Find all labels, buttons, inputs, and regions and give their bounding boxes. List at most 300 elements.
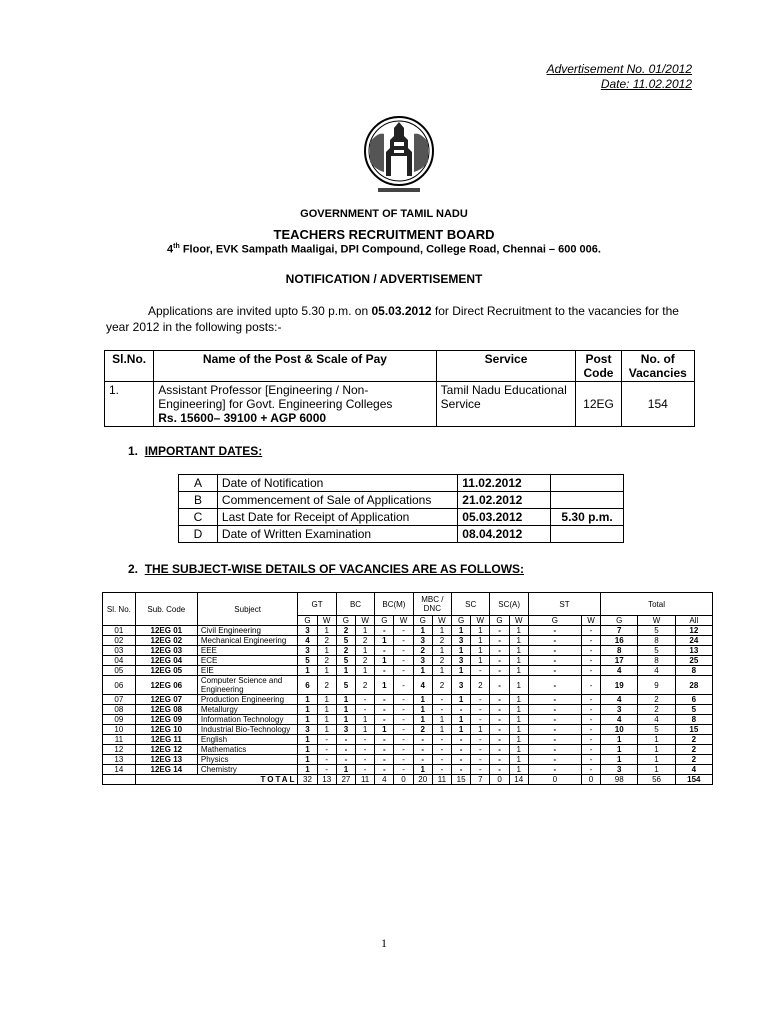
vacancy-total-value: 0 bbox=[490, 775, 509, 785]
vacancy-value: - bbox=[581, 695, 600, 705]
vacancy-value: 8 bbox=[675, 666, 712, 676]
vacancy-value: 5 bbox=[638, 626, 675, 636]
vacancy-value: 5 bbox=[638, 725, 675, 735]
vacancy-value: 1 bbox=[509, 765, 528, 775]
vacancy-value: 1 bbox=[452, 666, 471, 676]
vacancy-value: 1 bbox=[452, 695, 471, 705]
vacancy-value: - bbox=[432, 745, 451, 755]
vacancy-value: - bbox=[581, 656, 600, 666]
vacancy-value: 1 bbox=[509, 705, 528, 715]
page-number: 1 bbox=[381, 936, 387, 950]
vacancy-value: 1 bbox=[375, 656, 394, 666]
vacancy-value: - bbox=[432, 705, 451, 715]
vacancy-subheader: W bbox=[581, 616, 600, 626]
vacancy-value: 3 bbox=[452, 656, 471, 666]
vacancy-value: - bbox=[394, 755, 413, 765]
vacancy-value: - bbox=[375, 735, 394, 745]
vacancy-code: 12EG 06 bbox=[135, 676, 197, 695]
vacancy-value: - bbox=[432, 765, 451, 775]
vacancy-value: - bbox=[490, 735, 509, 745]
vacancy-value: 1 bbox=[356, 725, 375, 735]
vacancy-value: 1 bbox=[509, 636, 528, 646]
post-sl: 1. bbox=[105, 382, 154, 427]
vacancy-sl: 10 bbox=[103, 725, 136, 735]
vacancy-value: - bbox=[356, 735, 375, 745]
vacancy-value: 1 bbox=[638, 735, 675, 745]
vacancy-total-value: 32 bbox=[298, 775, 317, 785]
vacancy-total-row bbox=[103, 775, 713, 785]
vacancy-value: 1 bbox=[601, 745, 638, 755]
vacancy-value: 1 bbox=[298, 745, 317, 755]
vacancy-value: - bbox=[356, 755, 375, 765]
vacancy-subject: English bbox=[197, 735, 298, 745]
vacancy-value: - bbox=[581, 765, 600, 775]
vacancy-value: - bbox=[528, 666, 581, 676]
vacancy-value: - bbox=[471, 705, 490, 715]
vacancy-subheader: W bbox=[356, 616, 375, 626]
vacancy-value: 4 bbox=[601, 695, 638, 705]
vacancy-value: 4 bbox=[638, 666, 675, 676]
vacancy-value: - bbox=[394, 646, 413, 656]
vacancy-group-header: GT bbox=[298, 593, 336, 616]
vacancy-row bbox=[103, 695, 713, 705]
vacancy-subject: EEE bbox=[197, 646, 298, 656]
vacancy-code: 12EG 05 bbox=[135, 666, 197, 676]
vacancy-value: 1 bbox=[509, 715, 528, 725]
vacancy-value: - bbox=[394, 705, 413, 715]
vacancy-value: - bbox=[528, 626, 581, 636]
vacancy-value: 4 bbox=[601, 715, 638, 725]
vacancy-value: 1 bbox=[638, 755, 675, 765]
vacancy-value: 19 bbox=[601, 676, 638, 695]
vacancy-group-header: SC(A) bbox=[490, 593, 528, 616]
vacancy-code: 12EG 14 bbox=[135, 765, 197, 775]
vacancy-value: - bbox=[432, 755, 451, 765]
vacancy-value: 1 bbox=[509, 725, 528, 735]
vacancy-value: 5 bbox=[336, 636, 355, 646]
vacancy-value: - bbox=[471, 695, 490, 705]
vacancy-value: 3 bbox=[452, 636, 471, 646]
post-table-header: No. of Vacancies bbox=[621, 351, 694, 382]
vacancy-subheader: G bbox=[601, 616, 638, 626]
post-table-header: Post Code bbox=[576, 351, 621, 382]
vacancy-row bbox=[103, 666, 713, 676]
vacancy-total-value: 154 bbox=[675, 775, 712, 785]
intro-paragraph: Applications are invited upto 5.30 p.m. on 05.03.2012 for Direct Recruitment to the vacancies for the year 2012 in the following posts:- bbox=[106, 304, 679, 334]
vacancy-sl: 09 bbox=[103, 715, 136, 725]
section-important-dates-heading: 1. IMPORTANT DATES: bbox=[128, 444, 263, 458]
vacancy-subheader: W bbox=[471, 616, 490, 626]
vacancy-subject: Computer Science and Engineering bbox=[197, 676, 298, 695]
vacancy-total-value: 0 bbox=[394, 775, 413, 785]
vacancy-value: - bbox=[490, 715, 509, 725]
vacancy-value: 1 bbox=[452, 725, 471, 735]
vacancy-total-label: TOTAL bbox=[135, 775, 298, 785]
vacancy-sl: 13 bbox=[103, 755, 136, 765]
vacancy-value: 25 bbox=[675, 656, 712, 666]
vacancy-value: 5 bbox=[638, 646, 675, 656]
vacancy-value: - bbox=[413, 735, 432, 745]
vacancy-row bbox=[103, 646, 713, 656]
vacancy-value: - bbox=[452, 755, 471, 765]
board-address: 4th Floor, EVK Sampath Maaligai, DPI Compound, College Road, Chennai – 600 006. bbox=[167, 243, 601, 256]
vacancy-value: 2 bbox=[317, 656, 336, 666]
vacancy-value: - bbox=[490, 666, 509, 676]
vacancy-group-header: ST bbox=[528, 593, 600, 616]
pay-scale: Rs. 15600– 39100 + AGP 6000 bbox=[158, 411, 327, 425]
vacancy-subject: Chemistry bbox=[197, 765, 298, 775]
vacancy-row bbox=[103, 636, 713, 646]
vacancy-value: 1 bbox=[336, 715, 355, 725]
vacancy-group-header: BC(M) bbox=[375, 593, 413, 616]
vacancy-total-value: 0 bbox=[581, 775, 600, 785]
vacancy-subject: Physics bbox=[197, 755, 298, 765]
vacancy-value: - bbox=[581, 646, 600, 656]
vacancy-value: - bbox=[394, 626, 413, 636]
vacancy-value: 1 bbox=[452, 646, 471, 656]
vacancy-value: 1 bbox=[336, 695, 355, 705]
vacancy-code: 12EG 09 bbox=[135, 715, 197, 725]
vacancy-value: 8 bbox=[638, 636, 675, 646]
vacancy-value: 1 bbox=[375, 725, 394, 735]
vacancy-group-header: MBC / DNC bbox=[413, 593, 451, 616]
vacancy-value: 2 bbox=[675, 735, 712, 745]
vacancy-value: 3 bbox=[601, 765, 638, 775]
post-vacancies: 154 bbox=[621, 382, 694, 427]
vacancy-code: 12EG 11 bbox=[135, 735, 197, 745]
vacancy-value: - bbox=[394, 666, 413, 676]
vacancy-subheader: G bbox=[298, 616, 317, 626]
vacancy-value: 3 bbox=[336, 725, 355, 735]
vacancy-value: 5 bbox=[336, 676, 355, 695]
vacancy-value: - bbox=[375, 705, 394, 715]
post-table-header: Name of the Post & Scale of Pay bbox=[154, 351, 436, 382]
vacancy-value: 1 bbox=[452, 626, 471, 636]
vacancy-subheader: G bbox=[375, 616, 394, 626]
vacancy-value: - bbox=[356, 765, 375, 775]
post-code: 12EG bbox=[576, 382, 621, 427]
vacancy-total-value: 27 bbox=[336, 775, 355, 785]
vacancy-group-header: Total bbox=[601, 593, 713, 616]
vacancy-sl: 14 bbox=[103, 765, 136, 775]
vacancy-row bbox=[103, 626, 713, 636]
vacancy-value: 5 bbox=[675, 705, 712, 715]
vacancy-value: 3 bbox=[601, 705, 638, 715]
vacancy-value: 1 bbox=[317, 715, 336, 725]
vacancy-value: - bbox=[375, 765, 394, 775]
vacancy-value: - bbox=[490, 755, 509, 765]
vacancy-value: 1 bbox=[356, 715, 375, 725]
vacancy-value: 1 bbox=[298, 715, 317, 725]
vacancy-subheader: G bbox=[413, 616, 432, 626]
vacancy-value: 1 bbox=[375, 676, 394, 695]
vacancy-value: 2 bbox=[356, 676, 375, 695]
vacancy-value: 1 bbox=[509, 646, 528, 656]
vacancy-value: - bbox=[581, 745, 600, 755]
vacancy-total-value: 14 bbox=[509, 775, 528, 785]
vacancy-subheader: W bbox=[509, 616, 528, 626]
vacancy-total-blank bbox=[103, 775, 136, 785]
vacancy-row bbox=[103, 765, 713, 775]
vacancy-value: 8 bbox=[638, 656, 675, 666]
vacancy-group-header: SC bbox=[452, 593, 490, 616]
vacancy-value: 4 bbox=[601, 666, 638, 676]
vacancy-value: 1 bbox=[317, 666, 336, 676]
vacancy-code: 12EG 02 bbox=[135, 636, 197, 646]
vacancy-col-code: Sub. Code bbox=[135, 593, 197, 626]
vacancy-subheader: All bbox=[675, 616, 712, 626]
vacancy-value: 1 bbox=[413, 626, 432, 636]
vacancy-value: - bbox=[471, 755, 490, 765]
vacancy-value: 1 bbox=[601, 755, 638, 765]
vacancy-value: 1 bbox=[413, 695, 432, 705]
vacancy-value: - bbox=[394, 695, 413, 705]
vacancy-value: 2 bbox=[356, 656, 375, 666]
vacancy-value: - bbox=[528, 735, 581, 745]
vacancy-value: 1 bbox=[413, 715, 432, 725]
vacancy-value: - bbox=[581, 705, 600, 715]
vacancy-value: - bbox=[528, 755, 581, 765]
vacancy-value: 2 bbox=[675, 755, 712, 765]
vacancy-value: 4 bbox=[675, 765, 712, 775]
date-row: D Date of Written Examination 08.04.2012 bbox=[179, 526, 624, 543]
vacancy-value: 2 bbox=[317, 636, 336, 646]
vacancy-value: - bbox=[432, 695, 451, 705]
vacancy-value: 1 bbox=[413, 666, 432, 676]
vacancy-value: - bbox=[394, 725, 413, 735]
vacancy-value: - bbox=[471, 765, 490, 775]
vacancy-subheader: W bbox=[432, 616, 451, 626]
vacancy-row bbox=[103, 755, 713, 765]
vacancy-value: - bbox=[336, 755, 355, 765]
vacancy-value: 1 bbox=[356, 646, 375, 656]
vacancy-value: - bbox=[356, 695, 375, 705]
vacancy-value: - bbox=[490, 695, 509, 705]
vacancy-value: 1 bbox=[317, 695, 336, 705]
vacancy-total-value: 98 bbox=[601, 775, 638, 785]
vacancy-value: 1 bbox=[509, 695, 528, 705]
vacancy-code: 12EG 04 bbox=[135, 656, 197, 666]
vacancy-value: - bbox=[452, 745, 471, 755]
post-table bbox=[104, 350, 695, 427]
important-dates-table bbox=[178, 474, 624, 543]
post-service: Tamil Nadu Educational Service bbox=[436, 382, 576, 427]
date-row: B Commencement of Sale of Applications 21.02.2012 bbox=[179, 492, 624, 509]
vacancy-subject: Information Technology bbox=[197, 715, 298, 725]
vacancy-value: 1 bbox=[413, 705, 432, 715]
vacancy-value: - bbox=[375, 646, 394, 656]
vacancy-row bbox=[103, 715, 713, 725]
vacancy-value: - bbox=[581, 676, 600, 695]
vacancy-value: - bbox=[581, 626, 600, 636]
vacancy-value: - bbox=[317, 735, 336, 745]
vacancy-value: - bbox=[528, 705, 581, 715]
vacancy-value: - bbox=[317, 745, 336, 755]
vacancy-value: - bbox=[336, 735, 355, 745]
vacancy-value: 1 bbox=[432, 666, 451, 676]
vacancy-value: - bbox=[317, 765, 336, 775]
vacancy-sl: 07 bbox=[103, 695, 136, 705]
vacancy-value: - bbox=[375, 745, 394, 755]
vacancy-value: 1 bbox=[298, 666, 317, 676]
vacancy-value: 2 bbox=[675, 745, 712, 755]
vacancy-value: - bbox=[490, 745, 509, 755]
vacancy-sl: 06 bbox=[103, 676, 136, 695]
vacancy-value: - bbox=[528, 636, 581, 646]
vacancy-code: 12EG 13 bbox=[135, 755, 197, 765]
vacancy-value: - bbox=[394, 636, 413, 646]
vacancy-value: 1 bbox=[509, 666, 528, 676]
vacancy-value: 1 bbox=[413, 765, 432, 775]
vacancy-value: - bbox=[581, 755, 600, 765]
vacancy-value: 4 bbox=[413, 676, 432, 695]
vacancy-value: 1 bbox=[452, 715, 471, 725]
vacancy-row bbox=[103, 745, 713, 755]
vacancy-group-header: BC bbox=[336, 593, 374, 616]
vacancy-sl: 05 bbox=[103, 666, 136, 676]
post-table-header: Service bbox=[436, 351, 576, 382]
vacancy-value: 3 bbox=[452, 676, 471, 695]
date-row: A Date of Notification 11.02.2012 bbox=[179, 475, 624, 492]
vacancy-sl: 04 bbox=[103, 656, 136, 666]
vacancy-value: 2 bbox=[432, 636, 451, 646]
vacancy-value: 2 bbox=[432, 656, 451, 666]
vacancy-sl: 03 bbox=[103, 646, 136, 656]
vacancy-col-subject: Subject bbox=[197, 593, 298, 626]
vacancy-value: - bbox=[452, 765, 471, 775]
vacancy-code: 12EG 10 bbox=[135, 725, 197, 735]
vacancy-value: - bbox=[490, 656, 509, 666]
vacancy-value: 1 bbox=[509, 755, 528, 765]
vacancy-value: 5 bbox=[336, 656, 355, 666]
vacancy-code: 12EG 12 bbox=[135, 745, 197, 755]
vacancy-value: - bbox=[356, 745, 375, 755]
vacancy-subheader: G bbox=[336, 616, 355, 626]
vacancy-subject: Metallurgy bbox=[197, 705, 298, 715]
vacancy-value: - bbox=[452, 735, 471, 745]
vacancy-row bbox=[103, 705, 713, 715]
vacancy-subject: EIE bbox=[197, 666, 298, 676]
vacancy-value: - bbox=[317, 755, 336, 765]
vacancy-value: - bbox=[490, 636, 509, 646]
vacancy-value: - bbox=[581, 715, 600, 725]
vacancy-sl: 01 bbox=[103, 626, 136, 636]
vacancy-value: - bbox=[581, 725, 600, 735]
vacancy-value: 1 bbox=[471, 646, 490, 656]
vacancy-value: 1 bbox=[298, 735, 317, 745]
vacancy-value: - bbox=[490, 705, 509, 715]
vacancy-total-value: 11 bbox=[356, 775, 375, 785]
vacancy-value: 4 bbox=[638, 715, 675, 725]
vacancy-value: - bbox=[471, 745, 490, 755]
vacancy-value: 6 bbox=[675, 695, 712, 705]
vacancy-total-value: 4 bbox=[375, 775, 394, 785]
vacancy-value: 1 bbox=[638, 765, 675, 775]
vacancy-value: 4 bbox=[298, 636, 317, 646]
advertisement-date: Date: 11.02.2012 bbox=[600, 77, 692, 91]
board-title: TEACHERS RECRUITMENT BOARD bbox=[273, 227, 495, 242]
vacancy-value: 1 bbox=[432, 725, 451, 735]
vacancy-value: 2 bbox=[471, 676, 490, 695]
vacancy-value: 17 bbox=[601, 656, 638, 666]
vacancy-value: 3 bbox=[298, 646, 317, 656]
notification-title: NOTIFICATION / ADVERTISEMENT bbox=[285, 272, 483, 286]
vacancy-value: 1 bbox=[356, 666, 375, 676]
vacancy-value: 16 bbox=[601, 636, 638, 646]
vacancy-subject: Mathematics bbox=[197, 745, 298, 755]
vacancy-value: - bbox=[394, 735, 413, 745]
vacancy-value: 7 bbox=[601, 626, 638, 636]
vacancy-value: 1 bbox=[317, 725, 336, 735]
vacancy-value: - bbox=[452, 705, 471, 715]
vacancy-value: - bbox=[528, 715, 581, 725]
vacancy-value: - bbox=[581, 666, 600, 676]
vacancy-value: 9 bbox=[638, 676, 675, 695]
vacancy-value: 1 bbox=[432, 715, 451, 725]
vacancy-value: 1 bbox=[356, 626, 375, 636]
vacancy-value: 13 bbox=[675, 646, 712, 656]
vacancy-total-value: 7 bbox=[471, 775, 490, 785]
vacancy-code: 12EG 07 bbox=[135, 695, 197, 705]
government-title: GOVERNMENT OF TAMIL NADU bbox=[300, 208, 468, 220]
advertisement-header bbox=[547, 62, 692, 92]
vacancy-value: - bbox=[394, 656, 413, 666]
vacancy-value: - bbox=[394, 676, 413, 695]
vacancy-code: 12EG 08 bbox=[135, 705, 197, 715]
vacancy-value: - bbox=[394, 745, 413, 755]
vacancy-value: 2 bbox=[413, 646, 432, 656]
vacancy-subject: Industrial Bio-Technology bbox=[197, 725, 298, 735]
vacancy-value: - bbox=[581, 636, 600, 646]
vacancy-value: 1 bbox=[317, 646, 336, 656]
vacancy-value: 1 bbox=[471, 725, 490, 735]
vacancy-value: - bbox=[413, 745, 432, 755]
vacancy-sl: 11 bbox=[103, 735, 136, 745]
vacancy-value: 3 bbox=[298, 626, 317, 636]
vacancy-row bbox=[103, 656, 713, 666]
vacancy-value: - bbox=[471, 715, 490, 725]
vacancy-value: 1 bbox=[638, 745, 675, 755]
vacancy-value: - bbox=[375, 695, 394, 705]
vacancy-value: - bbox=[375, 626, 394, 636]
vacancy-col-sl: Sl. No. bbox=[103, 593, 136, 626]
vacancy-value: - bbox=[375, 715, 394, 725]
vacancy-value: 1 bbox=[509, 745, 528, 755]
vacancy-value: 24 bbox=[675, 636, 712, 646]
vacancy-subject: ECE bbox=[197, 656, 298, 666]
vacancy-value: 2 bbox=[336, 626, 355, 636]
vacancy-code: 12EG 03 bbox=[135, 646, 197, 656]
vacancy-value: - bbox=[528, 656, 581, 666]
vacancy-value: 1 bbox=[471, 636, 490, 646]
vacancy-value: 2 bbox=[356, 636, 375, 646]
vacancy-value: - bbox=[528, 725, 581, 735]
vacancy-value: 2 bbox=[432, 676, 451, 695]
vacancy-subheader: W bbox=[394, 616, 413, 626]
vacancy-value: - bbox=[394, 765, 413, 775]
section-vacancy-details-heading: 2. THE SUBJECT-WISE DETAILS OF VACANCIES ARE AS FOLLOWS: bbox=[128, 562, 525, 576]
vacancy-code: 12EG 01 bbox=[135, 626, 197, 636]
vacancy-value: - bbox=[490, 725, 509, 735]
vacancy-value: 5 bbox=[298, 656, 317, 666]
vacancy-total-value: 13 bbox=[317, 775, 336, 785]
vacancy-value: 1 bbox=[509, 676, 528, 695]
vacancy-subject: Mechanical Engineering bbox=[197, 636, 298, 646]
date-row: C Last Date for Receipt of Application 05.03.2012 5.30 p.m. bbox=[179, 509, 624, 526]
vacancy-value: 1 bbox=[317, 705, 336, 715]
vacancy-value: - bbox=[471, 666, 490, 676]
post-name: Assistant Professor [Engineering / Non-Engineering] for Govt. Engineering Colleges Rs. 15600– 39100 + AGP 6000 bbox=[154, 382, 436, 427]
